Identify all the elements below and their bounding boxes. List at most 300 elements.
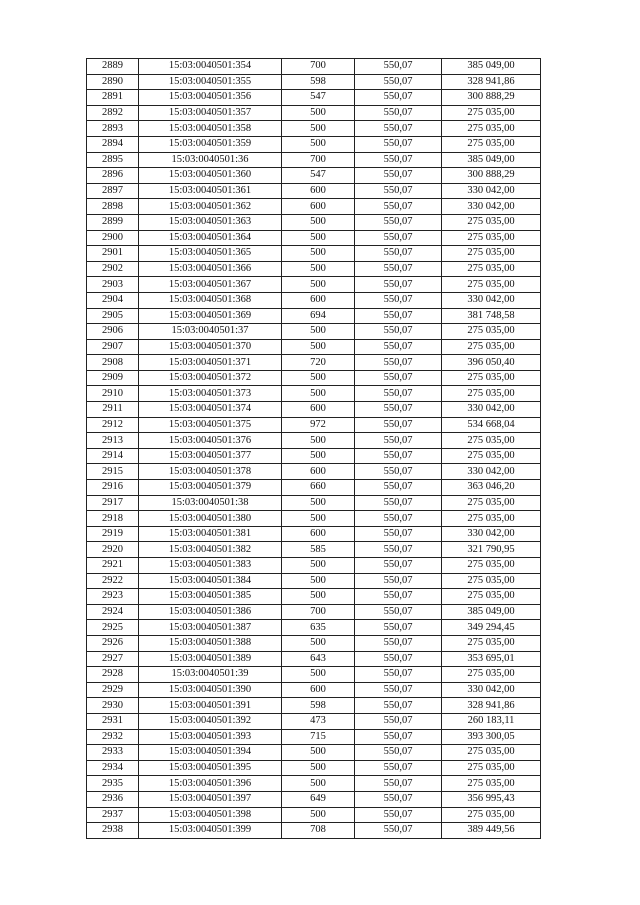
row-number-cell: 2909 bbox=[87, 370, 139, 386]
cadastral-number-cell: 15:03:0040501:398 bbox=[139, 807, 282, 823]
table-row bbox=[87, 667, 541, 683]
cadastral-number-cell: 15:03:0040501:359 bbox=[139, 136, 282, 152]
area-cell: 649 bbox=[282, 791, 355, 807]
value-cell: 275 035,00 bbox=[442, 230, 541, 246]
table-row bbox=[87, 511, 541, 527]
rate-cell: 550,07 bbox=[355, 713, 442, 729]
rate-cell: 550,07 bbox=[355, 760, 442, 776]
rate-cell: 550,07 bbox=[355, 90, 442, 106]
cadastral-number-cell: 15:03:0040501:389 bbox=[139, 651, 282, 667]
row-number-cell: 2930 bbox=[87, 698, 139, 714]
area-cell: 600 bbox=[282, 464, 355, 480]
table-row bbox=[87, 558, 541, 574]
cadastral-number-cell: 15:03:0040501:399 bbox=[139, 823, 282, 839]
table-row bbox=[87, 246, 541, 262]
value-cell: 275 035,00 bbox=[442, 558, 541, 574]
rate-cell: 550,07 bbox=[355, 729, 442, 745]
value-cell: 393 300,05 bbox=[442, 729, 541, 745]
rate-cell: 550,07 bbox=[355, 558, 442, 574]
cadastral-number-cell: 15:03:0040501:379 bbox=[139, 480, 282, 496]
value-cell: 275 035,00 bbox=[442, 105, 541, 121]
value-cell: 260 183,11 bbox=[442, 713, 541, 729]
value-cell: 275 035,00 bbox=[442, 635, 541, 651]
cadastral-number-cell: 15:03:0040501:386 bbox=[139, 604, 282, 620]
area-cell: 500 bbox=[282, 448, 355, 464]
row-number-cell: 2931 bbox=[87, 713, 139, 729]
value-cell: 275 035,00 bbox=[442, 589, 541, 605]
area-cell: 600 bbox=[282, 199, 355, 215]
cadastral-number-cell: 15:03:0040501:363 bbox=[139, 214, 282, 230]
row-number-cell: 2927 bbox=[87, 651, 139, 667]
area-cell: 500 bbox=[282, 667, 355, 683]
area-cell: 600 bbox=[282, 292, 355, 308]
value-cell: 356 995,43 bbox=[442, 791, 541, 807]
rate-cell: 550,07 bbox=[355, 277, 442, 293]
rate-cell: 550,07 bbox=[355, 136, 442, 152]
value-cell: 275 035,00 bbox=[442, 339, 541, 355]
cadastral-number-cell: 15:03:0040501:390 bbox=[139, 682, 282, 698]
table-row bbox=[87, 199, 541, 215]
table-row bbox=[87, 214, 541, 230]
value-cell: 275 035,00 bbox=[442, 511, 541, 527]
area-cell: 500 bbox=[282, 760, 355, 776]
value-cell: 385 049,00 bbox=[442, 604, 541, 620]
cadastral-number-cell: 15:03:0040501:358 bbox=[139, 121, 282, 137]
table-row bbox=[87, 152, 541, 168]
cadastral-number-cell: 15:03:0040501:377 bbox=[139, 448, 282, 464]
area-cell: 500 bbox=[282, 558, 355, 574]
row-number-cell: 2892 bbox=[87, 105, 139, 121]
value-cell: 275 035,00 bbox=[442, 261, 541, 277]
cadastral-number-cell: 15:03:0040501:376 bbox=[139, 433, 282, 449]
area-cell: 600 bbox=[282, 682, 355, 698]
rate-cell: 550,07 bbox=[355, 355, 442, 371]
row-number-cell: 2918 bbox=[87, 511, 139, 527]
row-number-cell: 2906 bbox=[87, 324, 139, 340]
cadastral-number-cell: 15:03:0040501:378 bbox=[139, 464, 282, 480]
table-row bbox=[87, 635, 541, 651]
row-number-cell: 2928 bbox=[87, 667, 139, 683]
row-number-cell: 2897 bbox=[87, 183, 139, 199]
table-row bbox=[87, 292, 541, 308]
table-row bbox=[87, 573, 541, 589]
table-row bbox=[87, 168, 541, 184]
cadastral-number-cell: 15:03:0040501:355 bbox=[139, 74, 282, 90]
area-cell: 500 bbox=[282, 807, 355, 823]
rate-cell: 550,07 bbox=[355, 604, 442, 620]
rate-cell: 550,07 bbox=[355, 526, 442, 542]
cadastral-number-cell: 15:03:0040501:393 bbox=[139, 729, 282, 745]
rate-cell: 550,07 bbox=[355, 495, 442, 511]
value-cell: 275 035,00 bbox=[442, 121, 541, 137]
row-number-cell: 2913 bbox=[87, 433, 139, 449]
area-cell: 547 bbox=[282, 90, 355, 106]
area-cell: 500 bbox=[282, 573, 355, 589]
value-cell: 275 035,00 bbox=[442, 807, 541, 823]
area-cell: 708 bbox=[282, 823, 355, 839]
cadastral-number-cell: 15:03:0040501:380 bbox=[139, 511, 282, 527]
rate-cell: 550,07 bbox=[355, 776, 442, 792]
area-cell: 720 bbox=[282, 355, 355, 371]
cadastral-number-cell: 15:03:0040501:364 bbox=[139, 230, 282, 246]
table-row bbox=[87, 589, 541, 605]
cadastral-number-cell: 15:03:0040501:370 bbox=[139, 339, 282, 355]
area-cell: 500 bbox=[282, 230, 355, 246]
table-row bbox=[87, 183, 541, 199]
area-cell: 694 bbox=[282, 308, 355, 324]
value-cell: 275 035,00 bbox=[442, 277, 541, 293]
area-cell: 600 bbox=[282, 402, 355, 418]
cadastral-number-cell: 15:03:0040501:357 bbox=[139, 105, 282, 121]
area-cell: 500 bbox=[282, 214, 355, 230]
row-number-cell: 2898 bbox=[87, 199, 139, 215]
cadastral-number-cell: 15:03:0040501:354 bbox=[139, 59, 282, 75]
rate-cell: 550,07 bbox=[355, 542, 442, 558]
row-number-cell: 2891 bbox=[87, 90, 139, 106]
table-row bbox=[87, 495, 541, 511]
cadastral-number-cell: 15:03:0040501:374 bbox=[139, 402, 282, 418]
cadastral-number-cell: 15:03:0040501:361 bbox=[139, 183, 282, 199]
area-cell: 700 bbox=[282, 152, 355, 168]
area-cell: 500 bbox=[282, 745, 355, 761]
row-number-cell: 2901 bbox=[87, 246, 139, 262]
value-cell: 349 294,45 bbox=[442, 620, 541, 636]
cadastral-number-cell: 15:03:0040501:360 bbox=[139, 168, 282, 184]
cadastral-number-cell: 15:03:0040501:36 bbox=[139, 152, 282, 168]
table-row bbox=[87, 417, 541, 433]
value-cell: 275 035,00 bbox=[442, 214, 541, 230]
table-row bbox=[87, 713, 541, 729]
rate-cell: 550,07 bbox=[355, 261, 442, 277]
document-page bbox=[86, 58, 540, 839]
row-number-cell: 2922 bbox=[87, 573, 139, 589]
value-cell: 385 049,00 bbox=[442, 152, 541, 168]
cadastral-number-cell: 15:03:0040501:388 bbox=[139, 635, 282, 651]
value-cell: 330 042,00 bbox=[442, 682, 541, 698]
rate-cell: 550,07 bbox=[355, 464, 442, 480]
cadastral-number-cell: 15:03:0040501:39 bbox=[139, 667, 282, 683]
area-cell: 500 bbox=[282, 277, 355, 293]
cadastral-number-cell: 15:03:0040501:371 bbox=[139, 355, 282, 371]
area-cell: 500 bbox=[282, 635, 355, 651]
table-row bbox=[87, 90, 541, 106]
rate-cell: 550,07 bbox=[355, 807, 442, 823]
value-cell: 275 035,00 bbox=[442, 246, 541, 262]
area-cell: 500 bbox=[282, 324, 355, 340]
area-cell: 500 bbox=[282, 495, 355, 511]
table-row bbox=[87, 526, 541, 542]
value-cell: 363 046,20 bbox=[442, 480, 541, 496]
row-number-cell: 2893 bbox=[87, 121, 139, 137]
row-number-cell: 2921 bbox=[87, 558, 139, 574]
table-row bbox=[87, 698, 541, 714]
cadastral-number-cell: 15:03:0040501:391 bbox=[139, 698, 282, 714]
table-row bbox=[87, 59, 541, 75]
land-registry-table bbox=[86, 58, 541, 839]
row-number-cell: 2900 bbox=[87, 230, 139, 246]
value-cell: 330 042,00 bbox=[442, 464, 541, 480]
value-cell: 300 888,29 bbox=[442, 168, 541, 184]
rate-cell: 550,07 bbox=[355, 59, 442, 75]
area-cell: 598 bbox=[282, 74, 355, 90]
row-number-cell: 2929 bbox=[87, 682, 139, 698]
value-cell: 321 790,95 bbox=[442, 542, 541, 558]
cadastral-number-cell: 15:03:0040501:373 bbox=[139, 386, 282, 402]
value-cell: 275 035,00 bbox=[442, 776, 541, 792]
row-number-cell: 2889 bbox=[87, 59, 139, 75]
table-row bbox=[87, 823, 541, 839]
table-row bbox=[87, 339, 541, 355]
table-row bbox=[87, 277, 541, 293]
area-cell: 660 bbox=[282, 480, 355, 496]
area-cell: 500 bbox=[282, 261, 355, 277]
cadastral-number-cell: 15:03:0040501:38 bbox=[139, 495, 282, 511]
row-number-cell: 2924 bbox=[87, 604, 139, 620]
row-number-cell: 2917 bbox=[87, 495, 139, 511]
rate-cell: 550,07 bbox=[355, 448, 442, 464]
value-cell: 328 941,86 bbox=[442, 698, 541, 714]
area-cell: 972 bbox=[282, 417, 355, 433]
cadastral-number-cell: 15:03:0040501:394 bbox=[139, 745, 282, 761]
table-row bbox=[87, 807, 541, 823]
value-cell: 275 035,00 bbox=[442, 448, 541, 464]
rate-cell: 550,07 bbox=[355, 152, 442, 168]
row-number-cell: 2926 bbox=[87, 635, 139, 651]
area-cell: 500 bbox=[282, 433, 355, 449]
rate-cell: 550,07 bbox=[355, 105, 442, 121]
rate-cell: 550,07 bbox=[355, 74, 442, 90]
cadastral-number-cell: 15:03:0040501:396 bbox=[139, 776, 282, 792]
table-row bbox=[87, 121, 541, 137]
value-cell: 389 449,56 bbox=[442, 823, 541, 839]
row-number-cell: 2902 bbox=[87, 261, 139, 277]
value-cell: 385 049,00 bbox=[442, 59, 541, 75]
table-row bbox=[87, 308, 541, 324]
row-number-cell: 2934 bbox=[87, 760, 139, 776]
row-number-cell: 2932 bbox=[87, 729, 139, 745]
cadastral-number-cell: 15:03:0040501:382 bbox=[139, 542, 282, 558]
area-cell: 700 bbox=[282, 604, 355, 620]
area-cell: 500 bbox=[282, 370, 355, 386]
area-cell: 547 bbox=[282, 168, 355, 184]
value-cell: 275 035,00 bbox=[442, 136, 541, 152]
table-row bbox=[87, 402, 541, 418]
value-cell: 275 035,00 bbox=[442, 573, 541, 589]
rate-cell: 550,07 bbox=[355, 511, 442, 527]
area-cell: 635 bbox=[282, 620, 355, 636]
table-row bbox=[87, 324, 541, 340]
row-number-cell: 2908 bbox=[87, 355, 139, 371]
row-number-cell: 2903 bbox=[87, 277, 139, 293]
rate-cell: 550,07 bbox=[355, 402, 442, 418]
row-number-cell: 2895 bbox=[87, 152, 139, 168]
area-cell: 500 bbox=[282, 105, 355, 121]
value-cell: 275 035,00 bbox=[442, 667, 541, 683]
rate-cell: 550,07 bbox=[355, 573, 442, 589]
value-cell: 353 695,01 bbox=[442, 651, 541, 667]
table-row bbox=[87, 745, 541, 761]
row-number-cell: 2904 bbox=[87, 292, 139, 308]
value-cell: 328 941,86 bbox=[442, 74, 541, 90]
row-number-cell: 2916 bbox=[87, 480, 139, 496]
rate-cell: 550,07 bbox=[355, 168, 442, 184]
area-cell: 600 bbox=[282, 183, 355, 199]
row-number-cell: 2938 bbox=[87, 823, 139, 839]
rate-cell: 550,07 bbox=[355, 667, 442, 683]
value-cell: 275 035,00 bbox=[442, 433, 541, 449]
area-cell: 500 bbox=[282, 246, 355, 262]
table-row bbox=[87, 74, 541, 90]
table-row bbox=[87, 433, 541, 449]
area-cell: 500 bbox=[282, 339, 355, 355]
rate-cell: 550,07 bbox=[355, 183, 442, 199]
area-cell: 500 bbox=[282, 386, 355, 402]
table-body bbox=[87, 59, 541, 839]
rate-cell: 550,07 bbox=[355, 791, 442, 807]
area-cell: 500 bbox=[282, 121, 355, 137]
value-cell: 275 035,00 bbox=[442, 495, 541, 511]
rate-cell: 550,07 bbox=[355, 635, 442, 651]
row-number-cell: 2890 bbox=[87, 74, 139, 90]
table-row bbox=[87, 760, 541, 776]
value-cell: 534 668,04 bbox=[442, 417, 541, 433]
table-row bbox=[87, 464, 541, 480]
rate-cell: 550,07 bbox=[355, 324, 442, 340]
cadastral-number-cell: 15:03:0040501:375 bbox=[139, 417, 282, 433]
value-cell: 330 042,00 bbox=[442, 183, 541, 199]
cadastral-number-cell: 15:03:0040501:385 bbox=[139, 589, 282, 605]
rate-cell: 550,07 bbox=[355, 620, 442, 636]
cadastral-number-cell: 15:03:0040501:397 bbox=[139, 791, 282, 807]
cadastral-number-cell: 15:03:0040501:368 bbox=[139, 292, 282, 308]
table-row bbox=[87, 370, 541, 386]
cadastral-number-cell: 15:03:0040501:395 bbox=[139, 760, 282, 776]
area-cell: 473 bbox=[282, 713, 355, 729]
area-cell: 700 bbox=[282, 59, 355, 75]
cadastral-number-cell: 15:03:0040501:387 bbox=[139, 620, 282, 636]
rate-cell: 550,07 bbox=[355, 682, 442, 698]
value-cell: 330 042,00 bbox=[442, 199, 541, 215]
rate-cell: 550,07 bbox=[355, 480, 442, 496]
rate-cell: 550,07 bbox=[355, 230, 442, 246]
row-number-cell: 2925 bbox=[87, 620, 139, 636]
value-cell: 275 035,00 bbox=[442, 370, 541, 386]
rate-cell: 550,07 bbox=[355, 246, 442, 262]
table-row bbox=[87, 230, 541, 246]
row-number-cell: 2899 bbox=[87, 214, 139, 230]
table-row bbox=[87, 776, 541, 792]
table-row bbox=[87, 729, 541, 745]
cadastral-number-cell: 15:03:0040501:392 bbox=[139, 713, 282, 729]
area-cell: 598 bbox=[282, 698, 355, 714]
rate-cell: 550,07 bbox=[355, 292, 442, 308]
area-cell: 600 bbox=[282, 526, 355, 542]
rate-cell: 550,07 bbox=[355, 370, 442, 386]
row-number-cell: 2894 bbox=[87, 136, 139, 152]
rate-cell: 550,07 bbox=[355, 823, 442, 839]
row-number-cell: 2923 bbox=[87, 589, 139, 605]
cadastral-number-cell: 15:03:0040501:384 bbox=[139, 573, 282, 589]
area-cell: 500 bbox=[282, 776, 355, 792]
row-number-cell: 2912 bbox=[87, 417, 139, 433]
area-cell: 500 bbox=[282, 589, 355, 605]
value-cell: 275 035,00 bbox=[442, 324, 541, 340]
cadastral-number-cell: 15:03:0040501:381 bbox=[139, 526, 282, 542]
rate-cell: 550,07 bbox=[355, 433, 442, 449]
area-cell: 585 bbox=[282, 542, 355, 558]
row-number-cell: 2919 bbox=[87, 526, 139, 542]
cadastral-number-cell: 15:03:0040501:369 bbox=[139, 308, 282, 324]
cadastral-number-cell: 15:03:0040501:362 bbox=[139, 199, 282, 215]
row-number-cell: 2933 bbox=[87, 745, 139, 761]
cadastral-number-cell: 15:03:0040501:383 bbox=[139, 558, 282, 574]
value-cell: 330 042,00 bbox=[442, 402, 541, 418]
rate-cell: 550,07 bbox=[355, 214, 442, 230]
area-cell: 715 bbox=[282, 729, 355, 745]
area-cell: 643 bbox=[282, 651, 355, 667]
value-cell: 330 042,00 bbox=[442, 526, 541, 542]
row-number-cell: 2920 bbox=[87, 542, 139, 558]
rate-cell: 550,07 bbox=[355, 386, 442, 402]
cadastral-number-cell: 15:03:0040501:37 bbox=[139, 324, 282, 340]
cadastral-number-cell: 15:03:0040501:356 bbox=[139, 90, 282, 106]
row-number-cell: 2910 bbox=[87, 386, 139, 402]
table-row bbox=[87, 620, 541, 636]
value-cell: 330 042,00 bbox=[442, 292, 541, 308]
row-number-cell: 2896 bbox=[87, 168, 139, 184]
row-number-cell: 2937 bbox=[87, 807, 139, 823]
rate-cell: 550,07 bbox=[355, 339, 442, 355]
table-row bbox=[87, 542, 541, 558]
rate-cell: 550,07 bbox=[355, 308, 442, 324]
cadastral-number-cell: 15:03:0040501:366 bbox=[139, 261, 282, 277]
cadastral-number-cell: 15:03:0040501:365 bbox=[139, 246, 282, 262]
value-cell: 275 035,00 bbox=[442, 760, 541, 776]
value-cell: 300 888,29 bbox=[442, 90, 541, 106]
row-number-cell: 2914 bbox=[87, 448, 139, 464]
table-row bbox=[87, 136, 541, 152]
rate-cell: 550,07 bbox=[355, 589, 442, 605]
row-number-cell: 2907 bbox=[87, 339, 139, 355]
row-number-cell: 2911 bbox=[87, 402, 139, 418]
rate-cell: 550,07 bbox=[355, 121, 442, 137]
rate-cell: 550,07 bbox=[355, 417, 442, 433]
table-row bbox=[87, 651, 541, 667]
row-number-cell: 2915 bbox=[87, 464, 139, 480]
rate-cell: 550,07 bbox=[355, 199, 442, 215]
area-cell: 500 bbox=[282, 511, 355, 527]
rate-cell: 550,07 bbox=[355, 698, 442, 714]
table-row bbox=[87, 105, 541, 121]
table-row bbox=[87, 386, 541, 402]
value-cell: 275 035,00 bbox=[442, 386, 541, 402]
table-row bbox=[87, 480, 541, 496]
row-number-cell: 2936 bbox=[87, 791, 139, 807]
cadastral-number-cell: 15:03:0040501:372 bbox=[139, 370, 282, 386]
table-row bbox=[87, 261, 541, 277]
row-number-cell: 2905 bbox=[87, 308, 139, 324]
value-cell: 275 035,00 bbox=[442, 745, 541, 761]
table-row bbox=[87, 604, 541, 620]
value-cell: 396 050,40 bbox=[442, 355, 541, 371]
table-row bbox=[87, 355, 541, 371]
table-row bbox=[87, 448, 541, 464]
table-row bbox=[87, 682, 541, 698]
value-cell: 381 748,58 bbox=[442, 308, 541, 324]
rate-cell: 550,07 bbox=[355, 651, 442, 667]
row-number-cell: 2935 bbox=[87, 776, 139, 792]
cadastral-number-cell: 15:03:0040501:367 bbox=[139, 277, 282, 293]
